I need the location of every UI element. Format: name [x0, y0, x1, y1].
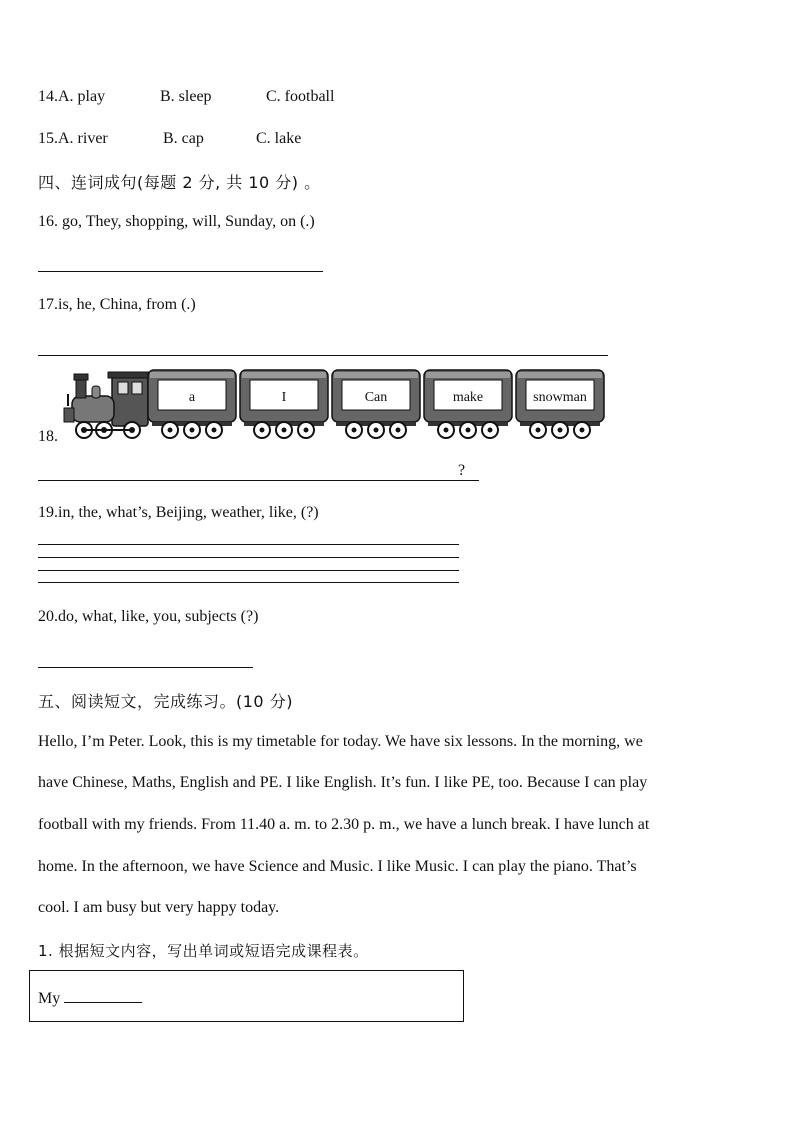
train-car — [424, 370, 512, 438]
question-17: 17.is, he, China, from (.) — [38, 296, 196, 313]
timetable-blank[interactable] — [64, 988, 142, 1003]
question-19: 19.in, the, what’s, Beijing, weather, like, (?) — [38, 504, 319, 521]
train-car — [332, 370, 420, 438]
answer-line — [38, 582, 459, 583]
option-b: B. sleep — [160, 88, 212, 105]
option-b: B. cap — [163, 130, 204, 147]
option-c: C. lake — [256, 130, 302, 147]
train-car-word: I — [281, 390, 287, 405]
train-svg — [60, 366, 605, 446]
question-18-number: 18. — [38, 428, 58, 445]
train-car-word: a — [188, 390, 196, 405]
passage-line: have Chinese, Maths, English and PE. I like English. It’s fun. I like PE, too. Because I can play — [38, 774, 648, 791]
question-16: 16. go, They, shopping, will, Sunday, on (.) — [38, 213, 315, 230]
answer-line — [38, 667, 253, 668]
train-car — [516, 370, 604, 438]
answer-line — [38, 480, 479, 481]
train-car — [240, 370, 328, 438]
question-15 — [38, 130, 108, 148]
train-illustration — [60, 366, 605, 451]
passage-line: Hello, I’m Peter. Look, this is my timetable for today. We have six lessons. In the morning, we — [38, 733, 643, 750]
timetable-label: My — [38, 990, 61, 1007]
option-a: A. river — [58, 130, 108, 147]
train-car-word: Can — [364, 390, 388, 405]
train-car-word: make — [452, 390, 484, 405]
train-car — [148, 370, 236, 438]
timetable-title — [38, 988, 142, 1008]
passage-line: cool. I am busy but very happy today. — [38, 899, 280, 916]
question-20: 20.do, what, like, you, subjects (?) — [38, 608, 259, 625]
passage-line: football with my friends. From 11.40 a. m. to 2.30 p. m., we have a lunch break. I have lunch at — [38, 816, 650, 833]
locomotive-icon — [64, 372, 152, 438]
question-mark: ? — [458, 462, 466, 479]
section-4-heading: 四、连词成句(每题 2 分, 共 10 分) 。 — [38, 173, 321, 192]
answer-line — [38, 557, 459, 558]
train-car-word: snowman — [533, 390, 587, 405]
option-c: C. football — [266, 88, 335, 105]
question-number: 15. — [38, 130, 58, 147]
passage-line: home. In the afternoon, we have Science and Music. I like Music. I can play the piano. That’s — [38, 858, 637, 875]
timetable-box — [29, 970, 464, 1022]
question-14 — [38, 88, 105, 106]
answer-line — [38, 355, 608, 356]
answer-line — [38, 570, 459, 571]
answer-line — [38, 544, 459, 545]
section-5-heading: 五、阅读短文，完成练习。(10 分) — [38, 692, 293, 711]
task-1-instruction: 1. 根据短文内容，写出单词或短语完成课程表。 — [38, 942, 369, 960]
option-a: A. play — [58, 88, 106, 105]
answer-line — [38, 271, 323, 272]
question-number: 14. — [38, 88, 58, 105]
